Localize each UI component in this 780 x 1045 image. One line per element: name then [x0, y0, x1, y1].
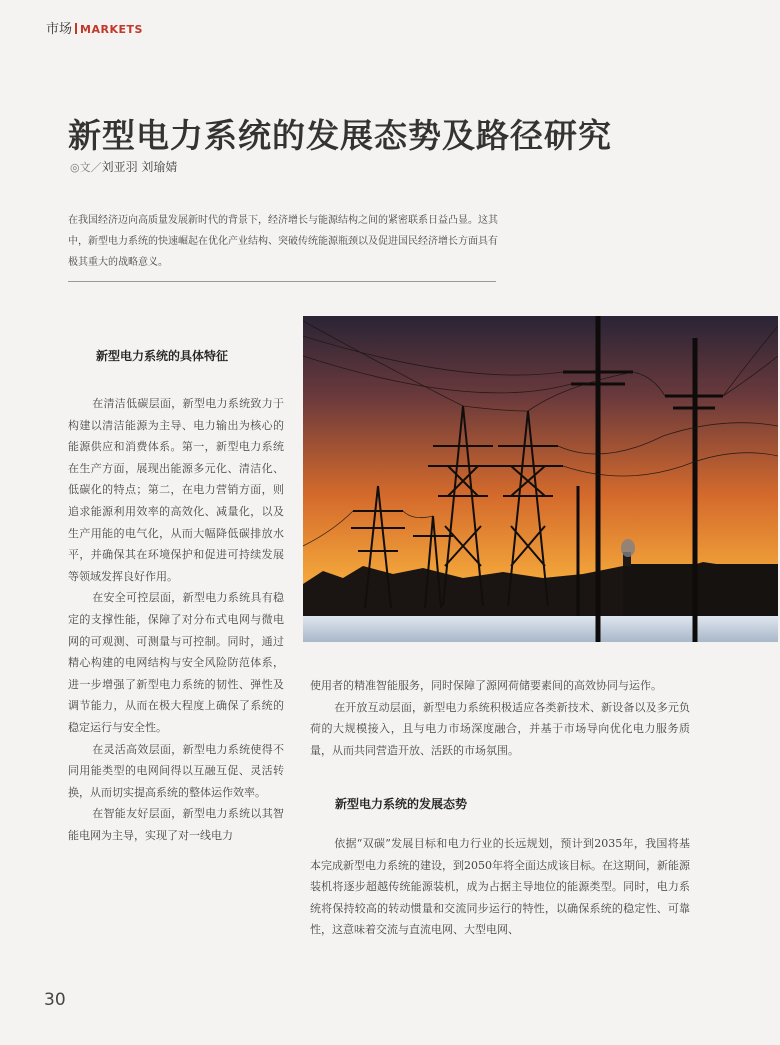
article-title: 新型电力系统的发展态势及路径研究: [68, 116, 612, 155]
power-lines-sunset-photo: [303, 316, 778, 642]
paragraph: 依据“双碳”发展目标和电力行业的长远规划，预计到2035年，我国将基本完成新型电力系统的建设，到2050年将全面达成该目标。在这期间，新能源装机将逐步超越传统能源装机，成为占据主导地位的能源类型。同时，电力系统将保持较高的转动惯量和交流同步运行的特性，以确保系统的稳定性、可靠性，这意味着交流与直流电网、大型电网、: [310, 837, 690, 937]
authors-names: 刘亚羽 刘瑜婧: [101, 160, 178, 174]
paragraph-continued: 使用者的精准智能服务，同时保障了源网荷储要素间的高效协同与运作。: [310, 679, 662, 692]
intro-divider: [68, 281, 496, 282]
section-tag: [46, 18, 143, 37]
section-heading-features: 新型电力系统的具体特征: [96, 349, 229, 363]
left-column: [68, 393, 284, 846]
right-column-bottom: [310, 833, 690, 941]
paragraph: 在安全可控层面，新型电力系统具有稳定的支撑性能，保障了对分布式电网与微电网的可观测、可测量与可控制。同时，通过精心构建的电网结构与安全风险防范体系，进一步增强了新型电力系统的韧性、弹性及调节能力，从而在极大程度上确保了系统的稳定运行与安全性。: [68, 591, 284, 734]
right-column-top: [310, 675, 690, 761]
intro-paragraph: 在我国经济迈向高质量发展新时代的背景下，经济增长与能源结构之间的紧密联系日益凸显。这其中，新型电力系统的快速崛起在优化产业结构、突破传统能源瓶颈以及促进国民经济增长方面具有极其重大的战略意义。: [68, 215, 498, 268]
paragraph: 在清洁低碳层面，新型电力系统致力于构建以清洁能源为主导、电力输出为核心的能源供应和消费体系。第一，新型电力系统在生产方面，展现出能源多元化、清洁化、低碳化的特点；第二，在电力营销方面，则追求能源利用效率的高效化、减量化，以及生产用能的电气化，从而大幅降低碳排放水平，并确保其在环境保护和促进可持续发展等领域发挥良好作用。: [68, 397, 284, 583]
page-number: 30: [44, 990, 66, 1010]
paragraph: 在智能友好层面，新型电力系统以其智能电网为主导，实现了对一线电力: [68, 807, 284, 842]
section-cn: 市场: [46, 22, 73, 37]
section-heading-trends: 新型电力系统的发展态势: [335, 797, 468, 811]
paragraph: 在灵活高效层面，新型电力系统使得不同用能类型的电网间得以互融互促、灵活转换，从而切实提高系统的整体运作效率。: [68, 742, 284, 799]
authors-line: [70, 158, 177, 175]
authors-marker: ◎文／: [70, 161, 102, 174]
paragraph: 在开放互动层面，新型电力系统积极适应各类新技术、新设备以及多元负荷的大规模接入，且与电力市场深度融合，并基于市场导向优化电力服务质量，从而共同营造开放、活跃的市场氛围。: [310, 700, 690, 757]
section-divider: [75, 23, 77, 34]
section-en: MARKETS: [80, 23, 143, 36]
